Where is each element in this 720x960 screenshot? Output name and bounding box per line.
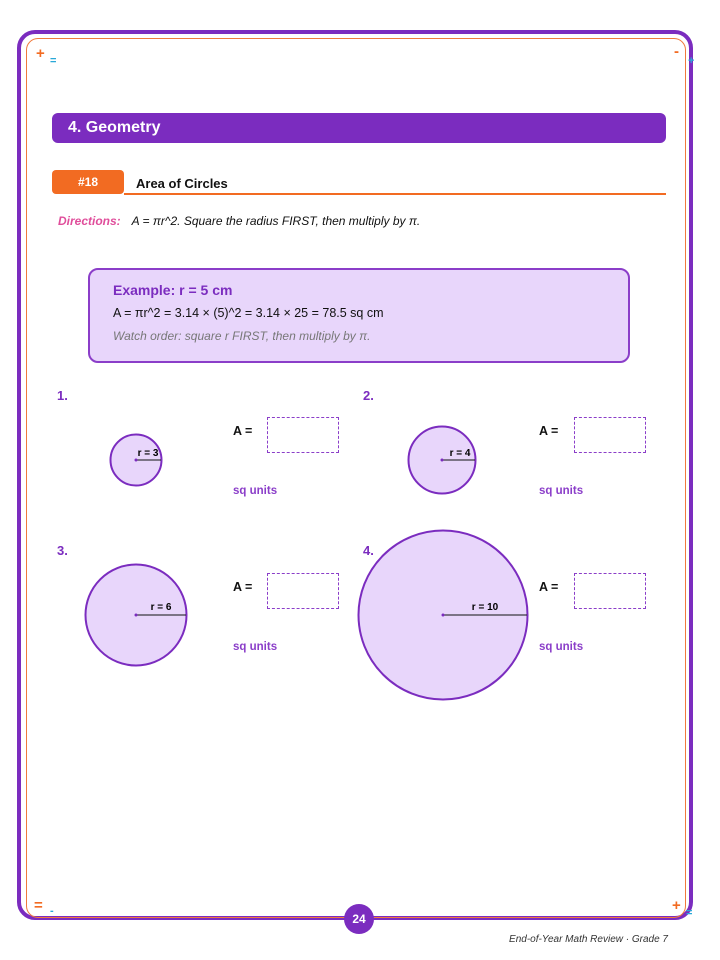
problem-2-circle — [406, 425, 478, 497]
problem-2-units: sq units — [539, 485, 584, 497]
example-title: Example: r = 5 cm — [113, 282, 233, 298]
directions-text: A = πr^2. Square the radius FIRST, then multiply by π. — [131, 214, 421, 228]
problem-1-answer-label: A = — [233, 424, 253, 438]
section-header: 4. Geometry — [52, 113, 666, 143]
problem-1-number: 1. — [57, 388, 68, 403]
problem-1-circle — [108, 433, 164, 489]
problem-2-answer-box[interactable] — [574, 417, 646, 453]
problem-2-radius-label: r = 4 — [449, 448, 471, 459]
problem-3-units: sq units — [233, 641, 278, 653]
problem-1-radius-label: r = 3 — [137, 448, 159, 459]
example-note: Watch order: square r FIRST, then multiply by π. — [113, 329, 371, 343]
corner-mark-bottom-left: = — [34, 897, 43, 914]
page-number: 24 — [344, 904, 374, 934]
problem-3-answer-box[interactable] — [267, 573, 339, 609]
problem-1-answer-box[interactable] — [267, 417, 339, 453]
corner-mark-bottom-right-small: = — [686, 907, 693, 919]
problem-4-number: 4. — [363, 543, 374, 558]
topic-title: Area of Circles — [136, 176, 228, 191]
footer-text: End-of-Year Math Review · Grade 7 — [509, 934, 668, 945]
problem-2-answer-label: A = — [539, 424, 559, 438]
problem-2-number: 2. — [363, 388, 374, 403]
example-box — [88, 268, 630, 363]
directions-label: Directions: — [58, 214, 121, 228]
problem-3-radius-label: r = 6 — [150, 602, 172, 613]
corner-mark-top-left: + — [36, 45, 45, 62]
corner-mark-bottom-left-small: - — [50, 905, 54, 917]
problem-4-answer-box[interactable] — [574, 573, 646, 609]
directions — [58, 214, 420, 228]
problem-4-circle — [356, 529, 530, 703]
problem-4-radius-label: r = 10 — [471, 602, 499, 613]
corner-mark-top-right: - — [674, 43, 679, 60]
corner-mark-top-left-small: = — [50, 55, 57, 67]
problem-1-units: sq units — [233, 485, 278, 497]
corner-mark-bottom-right: + — [672, 897, 681, 914]
corner-mark-top-right-small: + — [688, 55, 695, 67]
topic-underline — [124, 193, 666, 195]
problem-3-answer-label: A = — [233, 580, 253, 594]
problem-4-answer-label: A = — [539, 580, 559, 594]
problem-3-number: 3. — [57, 543, 68, 558]
problem-3-circle — [83, 563, 189, 669]
topic-number-badge: #18 — [52, 170, 124, 194]
example-work: A = πr^2 = 3.14 × (5)^2 = 3.14 × 25 = 78.5 sq cm — [113, 306, 384, 320]
problem-4-units: sq units — [539, 641, 584, 653]
